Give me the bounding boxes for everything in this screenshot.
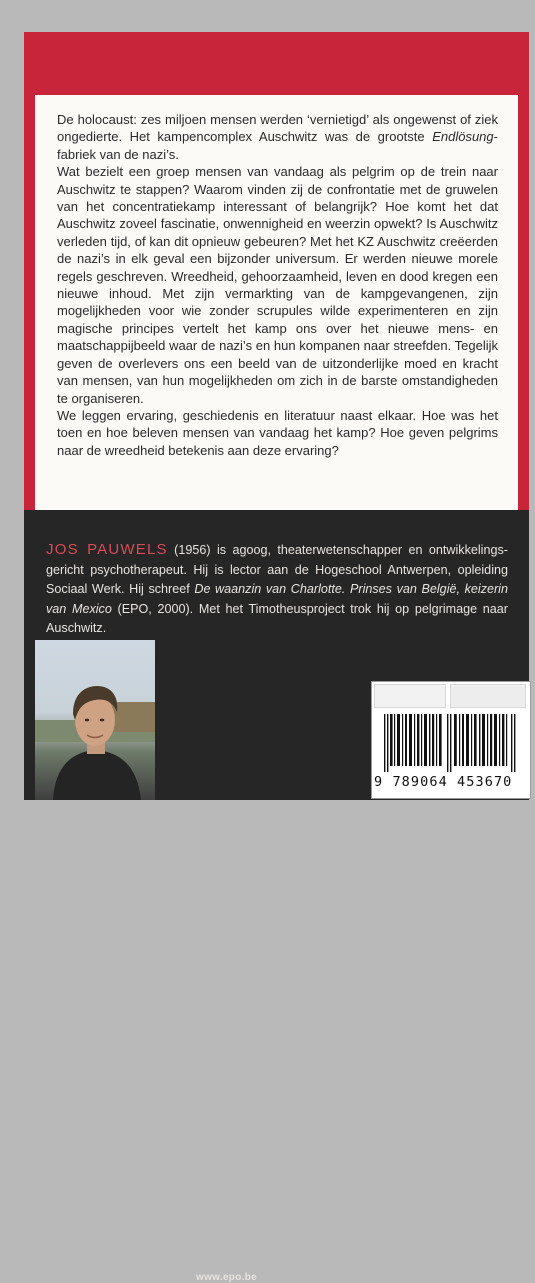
- blurb-emphasis-endlosung: Endlösung: [432, 129, 494, 145]
- author-name: JOS PAUWELS: [46, 541, 168, 558]
- author-photo: [35, 640, 155, 800]
- blurb-paragraph-2: Wat bezielt een groep mensen van vandaag als pelgrim op de trein naar Auschwitz te stappen? Waarom vinden zij de confrontatie met de gruwelen van het concentratiekamp interessant of belangrijk? Hoe komt het dat Auschwitz zoveel fascinatie, onwennigheid en weerzin opwekt? Is Auschwitz verleden tijd, of kan dit opnieuw gebeuren? Met het KZ Auschwitz creëerden de nazi’s in elk geval een bijzonder universum. Er werden nieuwe morele regels geschreven. Wreedheid, gehoorzaamheid, leven en dood kregen een nieuwe inhoud. Met zijn vermarkting van de kampgevangenen, zijn mogelijkheden voor wie zonder scrupules wilde experimenteren en zijn magische principes vertelt het kamp ons over het nieuwe mens- en maatschappijbeeld waar de nazi’s en hun kompanen naar streefden. Tegelijk geven de overlevers ons een beeld van de uitzonderlijke moed en kracht van mensen, van hun mogelijkheden om zich in de barste omstandigheden te organiseren.: [57, 164, 498, 406]
- author-portrait-illustration: [35, 640, 155, 800]
- red-header-band: [24, 32, 529, 95]
- bio-text-1: (1956) is agoog, theaterwetenschapper en ontwikkelingsgericht psychotherapeut. Hij is lector aan de Hogeschool Antwerpen, opleiding Sociaal Werk. Hij schreef: [46, 543, 508, 596]
- sticker-label-left: [374, 684, 446, 708]
- author-bio: [46, 540, 508, 639]
- blurb-panel: [35, 95, 518, 510]
- blurb-text: [57, 111, 498, 459]
- barcode-sticker: [371, 681, 531, 799]
- blurb-paragraph-1-end: -fabriek van de nazi’s.: [57, 129, 498, 162]
- isbn-number: 9 789064 453670: [374, 774, 513, 790]
- barcode-icon: [384, 714, 518, 772]
- sticker-label-right: [450, 684, 526, 708]
- publisher-url: www.epo.be: [196, 1272, 257, 1283]
- blurb-paragraph-1: [57, 111, 498, 163]
- bio-text-2: (EPO, 2000). Met het Timotheusproject trok hij op pelgrimage naar Auschwitz.: [46, 601, 508, 635]
- blurb-paragraph-3: We leggen ervaring, geschiedenis en literatuur naast elkaar. Hoe was het toen en hoe beleven mensen van vandaag het kamp? Hoe geven pelgrims naar de wreedheid betekenis aan deze ervaring?: [57, 407, 498, 458]
- blurb-paragraph-1-start: De holocaust: zes miljoen mensen werden ‘vernietigd’ als ongewenst of ziek ongedierte. Het kampencomplex Auschwitz was de grootste: [57, 112, 498, 145]
- bio-book-title: De waanzin van Charlotte. Prinses van België, keizerin van Mexico: [46, 582, 508, 616]
